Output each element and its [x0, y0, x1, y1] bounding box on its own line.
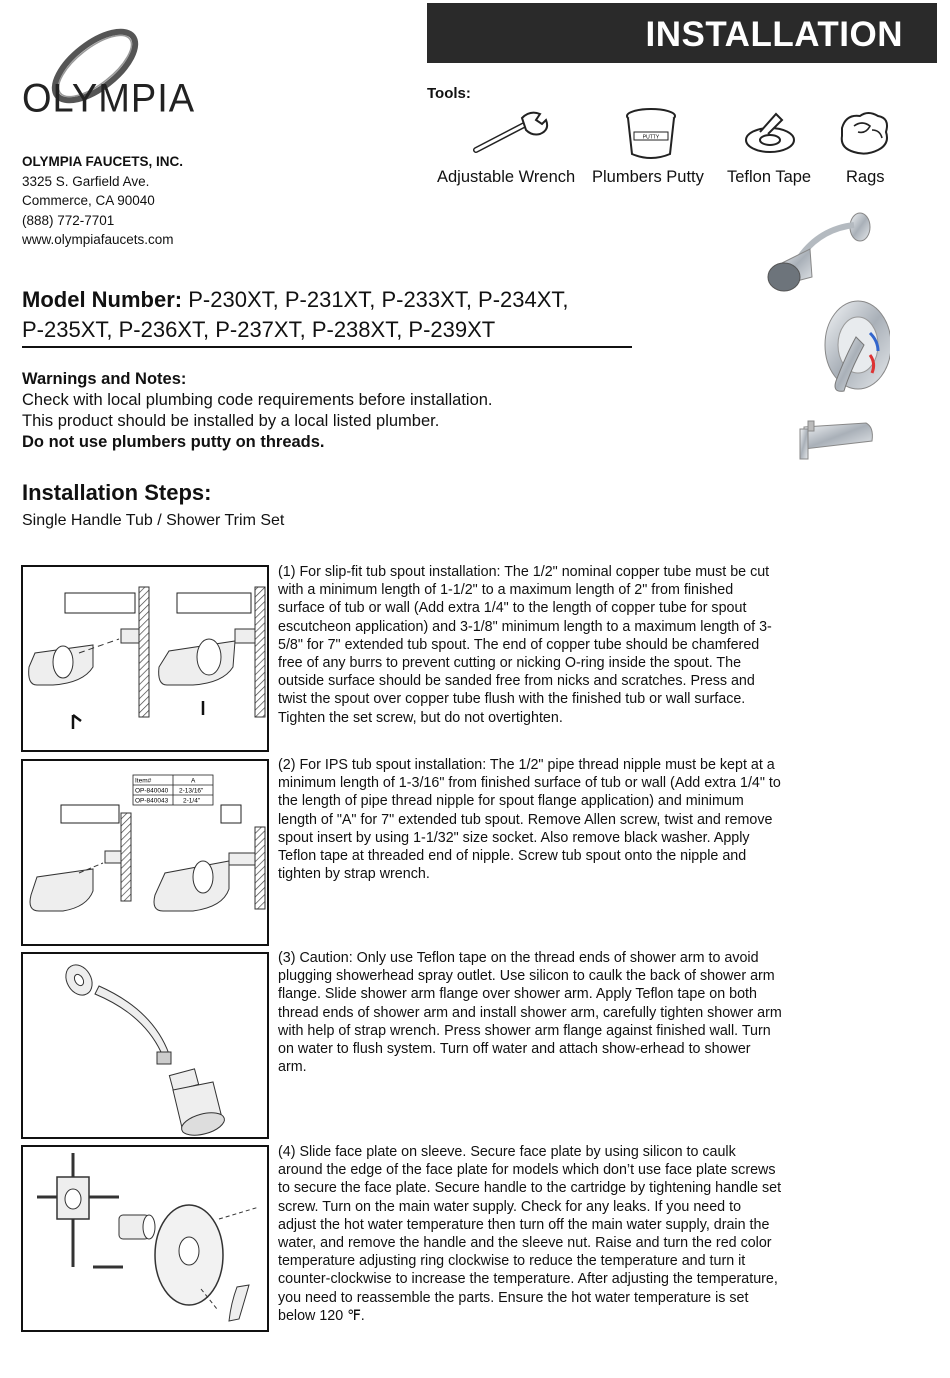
- step-1-text: (1) For slip-fit tub spout installation: The 1/2" nominal copper tube must be cut with a minimum length of 1-1/2" to a maximum length of 2" from finished surface of tub or wall (Add extra 1/4" to the length of copper tube for spout escutcheon application) and 3-1/8" minimum length to a maximum length of 3-5/8" for 7" extended tub spout. The end of copper tube should be chamfered free of any burrs to prevent cutting or nicking O-ring inside the spout. The outside surface should be sanded free from nicks and scratches. Press and twist the spout over copper tube flush with the finished tub or wall surface. Tighten the set screw, but do not overtighten.: [278, 564, 772, 726]
- tub-spout-image: [800, 421, 872, 459]
- tool-label-teflon: Teflon Tape: [727, 168, 812, 186]
- tool-label-wrench: Adjustable Wrench: [437, 168, 576, 186]
- model-number-label: Model Number:: [22, 287, 183, 312]
- model-number-line2: P-235XT, P-236XT, P-237XT, P-238XT, P-239XT: [22, 317, 496, 342]
- step-4-text: (4) Slide face plate on sleeve. Secure face plate by using silicon to caulk around the edge of the face plate for models which don’t use face plate screws to secure the face plate. Secure handle to the cartridge by tightening handle set screw. Turn on the main water supply. Check for any leaks. If you need to adjust the hot water temperature then turn off the main water supply, drain the water, and remove the handle and the sleeve nut. Raise and turn the red color temperature adjusting ring clockwise to reduce the temperature and turn it counter-clockwise to increase the temperature. After adjusting the temperature, you need to reassemble the parts. Ensure the hot water temperature is set below 120 ℉.: [278, 1144, 782, 1324]
- table-cell: 2-13/16": [179, 787, 204, 795]
- steps-subtitle: Single Handle Tub / Shower Trim Set: [22, 512, 285, 529]
- rags-icon: [836, 108, 894, 158]
- step-2-diagram: [21, 759, 269, 946]
- model-divider: [22, 346, 632, 348]
- valve-trim-image: [825, 301, 890, 391]
- face-plate-diagram: [23, 1147, 267, 1330]
- company-info: [22, 152, 183, 250]
- installation-banner: [427, 3, 937, 63]
- tool-label-rags: Rags: [846, 168, 885, 186]
- shower-arm-diagram: [23, 954, 267, 1137]
- step-3-diagram: [21, 952, 269, 1139]
- table-cell: OP-840043: [135, 797, 169, 805]
- step-3-text: (3) Caution: Only use Teflon tape on the thread ends of shower arm to avoid plugging showerhead spray outlet. Use silicon to caulk the back of shower arm flange. Slide shower arm flange over shower arm. Apply Teflon tape on both thread ends of shower arm and install shower arm, carefully tighten shower arm with help of strap wrench. Press shower arm flange against finished wall. Turn on water to flush system. Turn off water and attach show-erhead to shower arm.: [278, 950, 782, 1076]
- table-header-item: Item#: [135, 777, 152, 785]
- company-website: www.olympiafaucets.com: [22, 232, 174, 247]
- wrench-icon: [470, 108, 552, 156]
- putty-can-icon: [624, 106, 678, 162]
- company-name: OLYMPIA FAUCETS, INC.: [22, 154, 184, 169]
- warning-line: This product should be installed by a local listed plumber.: [22, 412, 440, 430]
- company-address-line1: 3325 S. Garfield Ave.: [22, 173, 150, 189]
- showerhead-image: [768, 213, 870, 291]
- tools-label: Tools:: [427, 85, 471, 102]
- banner-title: INSTALLATION: [645, 15, 903, 54]
- svg-text:PUTTY: PUTTY: [642, 134, 660, 141]
- company-phone: (888) 772-7701: [22, 212, 115, 228]
- warning-line-bold: Do not use plumbers putty on threads.: [22, 433, 325, 451]
- step-1-diagram: [21, 565, 269, 752]
- steps-heading: Installation Steps:: [22, 480, 212, 505]
- ips-spout-diagram: [23, 761, 267, 944]
- tool-label-putty: Plumbers Putty: [592, 168, 704, 186]
- model-number: [22, 285, 637, 345]
- table-header-a: A: [191, 777, 196, 785]
- table-cell: 2-1/4": [183, 797, 201, 805]
- company-address-line2: Commerce, CA 90040: [22, 193, 155, 208]
- table-cell: OP-840040: [135, 787, 169, 795]
- teflon-tape-icon: [742, 110, 798, 156]
- model-number-line1: P-230XT, P-231XT, P-233XT, P-234XT,: [182, 287, 569, 312]
- product-images: [760, 205, 890, 465]
- spout-length-table: [133, 775, 213, 805]
- warnings-section: [22, 369, 493, 453]
- step-4-diagram: [21, 1145, 269, 1332]
- warnings-heading: Warnings and Notes:: [22, 370, 187, 388]
- logo-wordmark: OLYMPIA: [22, 76, 196, 122]
- slip-fit-spout-diagram: [23, 567, 267, 750]
- warning-line: Check with local plumbing code requirements before installation.: [22, 391, 493, 409]
- step-2-text: (2) For IPS tub spout installation: The 1/2" pipe thread nipple must be kept at a minimum length of 1-3/16" from finished surface of tub or wall (Add extra 1/4" to the length of pipe thread nipple for spout flange application) and minimum length of "A" for 7" extended tub spout. Remove Allen screw, twist and remove spout insert by using 1-1/32" size socket. Also remove black washer. Apply Teflon tape at threaded end of nipple. Screw tub spout onto the nipple and tighten by strap wrench.: [278, 757, 781, 883]
